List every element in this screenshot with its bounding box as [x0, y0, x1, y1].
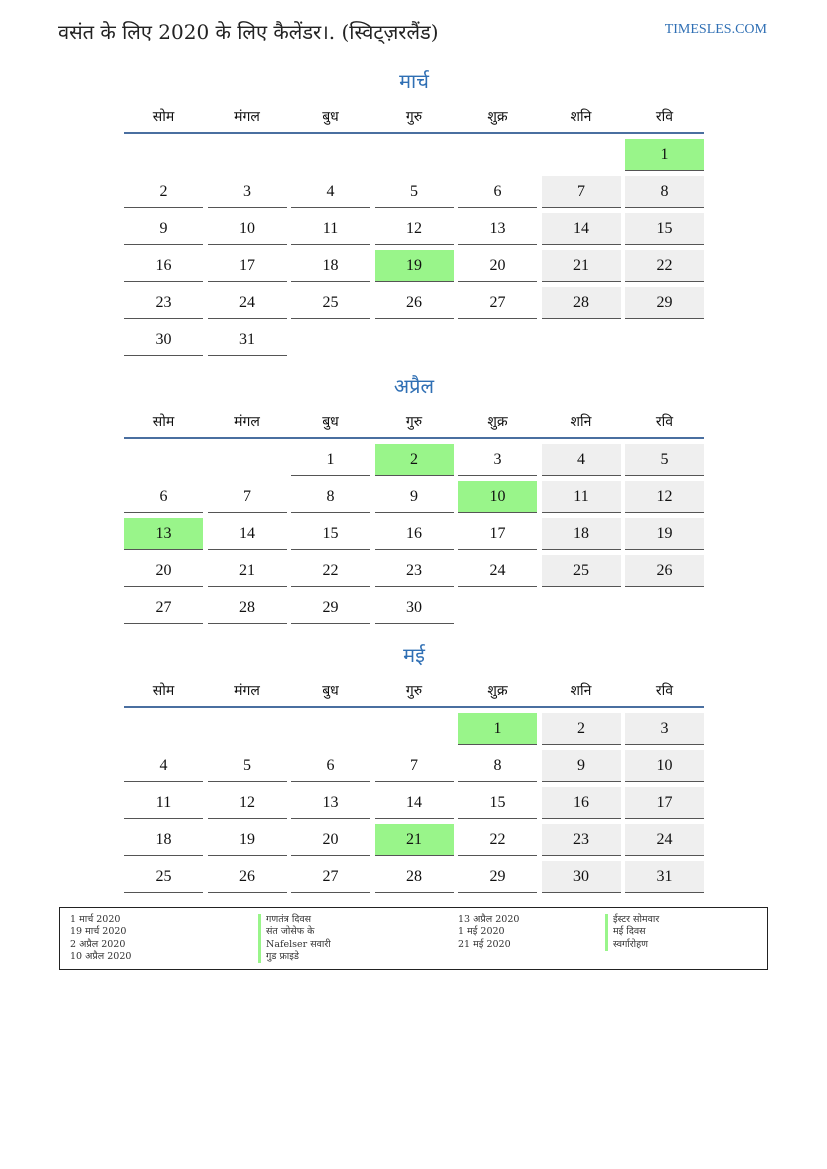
day-cell[interactable]: 3 [458, 444, 537, 476]
day-cell[interactable]: 28 [542, 287, 621, 319]
day-cell[interactable]: 24 [208, 287, 287, 319]
day-cell[interactable]: 11 [542, 481, 621, 513]
empty-cell [625, 324, 704, 355]
legend-names-left [258, 914, 331, 963]
empty-cell [375, 713, 454, 744]
weekday-label: गुरु [405, 109, 423, 125]
empty-cell [208, 444, 287, 475]
day-cell[interactable]: 29 [291, 592, 370, 624]
site-link[interactable]: TIMESLES.COM [664, 22, 767, 37]
empty-cell [458, 139, 537, 170]
weekday-header [124, 682, 704, 708]
weekday-label: शनि [570, 683, 592, 699]
day-cell[interactable]: 6 [124, 481, 203, 513]
legend-holiday-name: गणतंत्र दिवस [258, 914, 331, 926]
weekday-label: रवि [655, 414, 674, 430]
day-cell[interactable]: 29 [458, 861, 537, 893]
month-title: मई [403, 643, 425, 667]
weekday-label: बुध [322, 109, 339, 125]
empty-cell [124, 139, 203, 170]
day-cell[interactable]: 30 [375, 592, 454, 624]
empty-cell [208, 139, 287, 170]
day-cell[interactable]: 20 [458, 250, 537, 282]
day-cell[interactable]: 15 [291, 518, 370, 550]
day-cell[interactable]: 18 [291, 250, 370, 282]
empty-cell [208, 713, 287, 744]
month-may [124, 640, 704, 898]
day-cell[interactable]: 17 [458, 518, 537, 550]
legend-date: 21 मई 2020 [458, 938, 511, 950]
day-cell[interactable]: 14 [375, 787, 454, 819]
weekday-label: शुक्र [487, 414, 508, 430]
day-cell[interactable]: 20 [291, 824, 370, 856]
weekday-label: गुरु [405, 414, 423, 430]
day-cell[interactable]: 7 [542, 176, 621, 208]
holiday-legend [59, 907, 768, 970]
day-cell[interactable]: 5 [208, 750, 287, 782]
legend-holiday-name: संत जोसेफ के [258, 926, 331, 938]
day-cell[interactable]: 24 [458, 555, 537, 587]
day-cell[interactable]: 10 [458, 481, 537, 513]
day-cell[interactable]: 18 [124, 824, 203, 856]
legend-dates-left [70, 914, 131, 963]
day-cell[interactable]: 18 [542, 518, 621, 550]
day-cell[interactable]: 25 [124, 861, 203, 893]
weekday-header [124, 413, 704, 439]
empty-cell [375, 139, 454, 170]
day-cell[interactable]: 13 [291, 787, 370, 819]
day-cell[interactable]: 15 [458, 787, 537, 819]
day-cell[interactable]: 27 [291, 861, 370, 893]
day-cell[interactable]: 7 [375, 750, 454, 782]
day-cell[interactable]: 17 [625, 787, 704, 819]
day-cell[interactable]: 19 [375, 250, 454, 282]
day-cell[interactable]: 17 [208, 250, 287, 282]
day-cell[interactable]: 25 [291, 287, 370, 319]
day-cell[interactable]: 14 [208, 518, 287, 550]
empty-cell [542, 324, 621, 355]
empty-cell [124, 713, 203, 744]
day-cell[interactable]: 26 [208, 861, 287, 893]
day-cell[interactable]: 16 [542, 787, 621, 819]
empty-cell [458, 324, 537, 355]
day-cell[interactable]: 4 [542, 444, 621, 476]
weekday-label: शनि [570, 414, 592, 430]
day-cell[interactable]: 22 [458, 824, 537, 856]
legend-date: 10 अप्रैल 2020 [70, 950, 132, 962]
day-cell[interactable]: 15 [625, 213, 704, 245]
weekday-label: सोम [152, 109, 175, 125]
day-cell[interactable]: 27 [124, 592, 203, 624]
day-cell[interactable]: 3 [625, 713, 704, 745]
day-cell[interactable]: 3 [208, 176, 287, 208]
day-cell[interactable]: 16 [124, 250, 203, 282]
legend-holiday-name: ईस्टर सोमवार [605, 914, 659, 926]
day-cell[interactable]: 23 [542, 824, 621, 856]
month-title: अप्रैल [393, 374, 435, 398]
day-cell[interactable]: 28 [375, 861, 454, 893]
day-cell[interactable]: 22 [625, 250, 704, 282]
weekday-header [124, 108, 704, 134]
day-grid [124, 139, 704, 361]
day-cell[interactable]: 10 [625, 750, 704, 782]
weekday-label: बुध [322, 414, 339, 430]
day-cell[interactable]: 21 [375, 824, 454, 856]
weekday-label: सोम [152, 414, 175, 430]
day-cell[interactable]: 5 [375, 176, 454, 208]
day-cell[interactable]: 9 [542, 750, 621, 782]
day-cell[interactable]: 27 [458, 287, 537, 319]
day-cell[interactable]: 31 [625, 861, 704, 893]
day-cell[interactable]: 25 [542, 555, 621, 587]
month-march [124, 66, 704, 361]
weekday-label: मंगल [234, 683, 260, 699]
day-cell[interactable]: 5 [625, 444, 704, 476]
day-cell[interactable]: 11 [291, 213, 370, 245]
legend-holiday-name: स्वर्गारोहण [605, 939, 659, 951]
day-cell[interactable]: 1 [625, 139, 704, 171]
day-cell[interactable]: 9 [375, 481, 454, 513]
day-cell[interactable]: 26 [625, 555, 704, 587]
day-cell[interactable]: 6 [458, 176, 537, 208]
day-cell[interactable]: 1 [458, 713, 537, 745]
empty-cell [542, 592, 621, 623]
weekday-label: बुध [322, 683, 339, 699]
day-cell[interactable]: 28 [208, 592, 287, 624]
day-cell[interactable]: 30 [542, 861, 621, 893]
day-cell[interactable]: 2 [375, 444, 454, 476]
day-cell[interactable]: 29 [625, 287, 704, 319]
day-cell[interactable]: 7 [208, 481, 287, 513]
day-cell[interactable]: 21 [208, 555, 287, 587]
day-cell[interactable]: 6 [291, 750, 370, 782]
weekday-label: शनि [570, 109, 592, 125]
day-cell[interactable]: 11 [124, 787, 203, 819]
month-title: मार्च [399, 69, 429, 93]
day-grid [124, 713, 704, 898]
day-cell[interactable]: 20 [124, 555, 203, 587]
empty-cell [458, 592, 537, 623]
legend-date: 13 अप्रैल 2020 [458, 914, 520, 925]
legend-date: 19 मार्च 2020 [70, 926, 127, 938]
day-cell[interactable]: 2 [542, 713, 621, 745]
legend-date: 1 मई 2020 [458, 926, 505, 938]
day-cell[interactable]: 12 [625, 481, 704, 513]
day-cell[interactable]: 22 [291, 555, 370, 587]
day-cell[interactable]: 23 [124, 287, 203, 319]
day-cell[interactable]: 10 [208, 213, 287, 245]
legend-holiday-name: मई दिवस [605, 926, 659, 938]
legend-date: 2 अप्रैल 2020 [70, 938, 126, 950]
legend-holiday-name: Nafelser सवारी [258, 939, 331, 951]
day-cell[interactable]: 8 [291, 481, 370, 513]
day-cell[interactable]: 23 [375, 555, 454, 587]
day-cell[interactable]: 24 [625, 824, 704, 856]
day-cell[interactable]: 9 [124, 213, 203, 245]
empty-cell [291, 324, 370, 355]
weekday-label: रवि [655, 683, 674, 699]
day-cell[interactable]: 13 [124, 518, 203, 550]
weekday-label: सोम [152, 683, 175, 699]
weekday-label: गुरु [405, 683, 423, 699]
day-cell[interactable]: 8 [458, 750, 537, 782]
day-cell[interactable]: 12 [208, 787, 287, 819]
empty-cell [375, 324, 454, 355]
day-cell[interactable]: 2 [124, 176, 203, 208]
day-cell[interactable]: 30 [124, 324, 203, 356]
day-cell[interactable]: 12 [375, 213, 454, 245]
day-cell[interactable]: 4 [124, 750, 203, 782]
empty-cell [625, 592, 704, 623]
empty-cell [124, 444, 203, 475]
day-cell[interactable]: 19 [208, 824, 287, 856]
day-cell[interactable]: 21 [542, 250, 621, 282]
legend-holiday-name: गुड फ्राइडे [258, 951, 331, 963]
weekday-label: शुक्र [487, 683, 508, 699]
weekday-label: मंगल [234, 109, 260, 125]
legend-names-right [605, 914, 659, 951]
weekday-label: रवि [655, 109, 674, 125]
page-title: वसंत के लिए 2020 के लिए कैलेंडर।. (स्विट्ज़रलैंड) [58, 20, 439, 44]
empty-cell [291, 713, 370, 744]
day-cell[interactable]: 4 [291, 176, 370, 208]
day-cell[interactable]: 8 [625, 176, 704, 208]
day-cell[interactable]: 14 [542, 213, 621, 245]
day-cell[interactable]: 26 [375, 287, 454, 319]
legend-dates-right [458, 914, 519, 951]
day-cell[interactable]: 16 [375, 518, 454, 550]
day-cell[interactable]: 19 [625, 518, 704, 550]
legend-date: 1 मार्च 2020 [70, 914, 121, 925]
weekday-label: शुक्र [487, 109, 508, 125]
day-cell[interactable]: 13 [458, 213, 537, 245]
day-cell[interactable]: 31 [208, 324, 287, 356]
day-grid [124, 444, 704, 629]
empty-cell [542, 139, 621, 170]
empty-cell [291, 139, 370, 170]
month-april [124, 371, 704, 629]
weekday-label: मंगल [234, 414, 260, 430]
day-cell[interactable]: 1 [291, 444, 370, 476]
